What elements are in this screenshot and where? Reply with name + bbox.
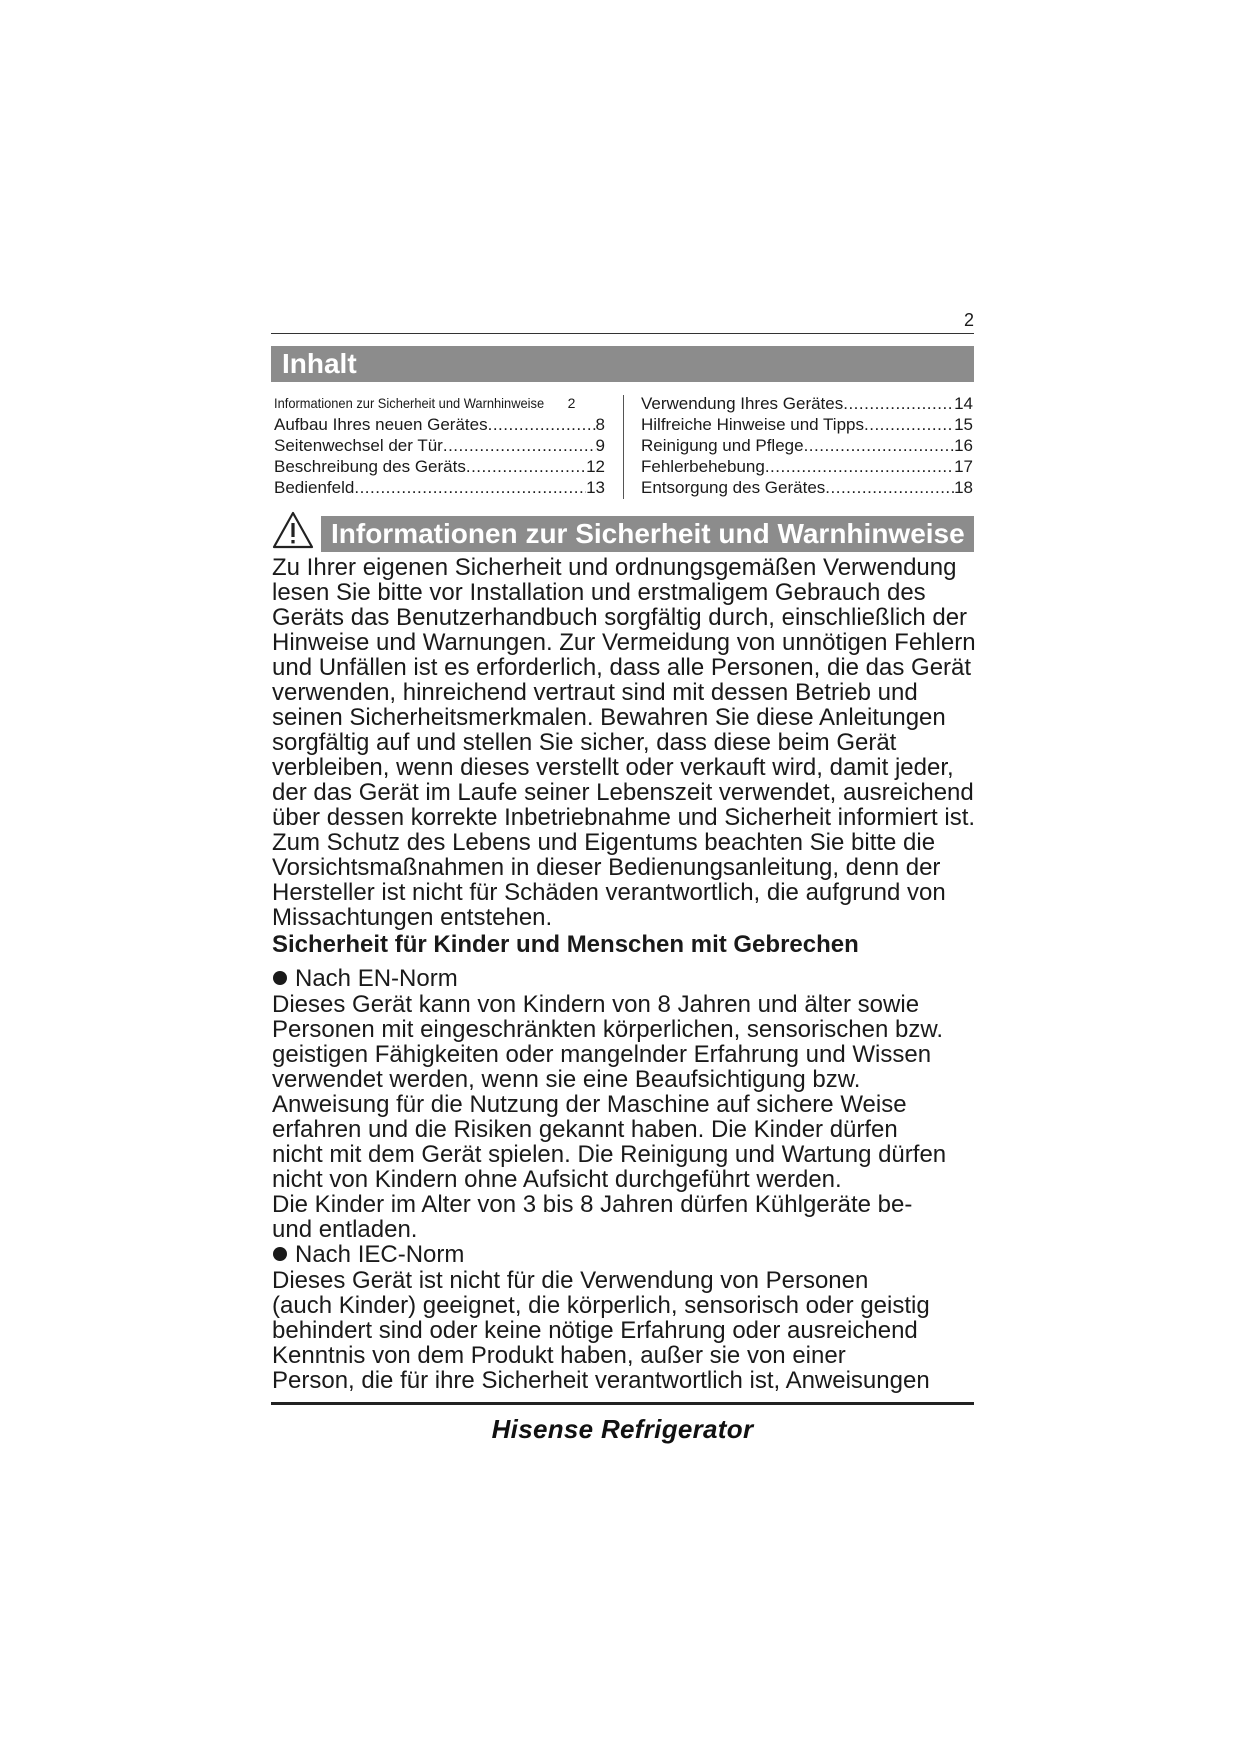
children-safety-heading: Sicherheit für Kinder und Menschen mit Gebrechen: [272, 931, 859, 958]
toc-right-column: [641, 393, 973, 498]
toc-entry-title: Informationen zur Sicherheit und Warnhinweise: [274, 395, 545, 411]
bottom-rule: [271, 1402, 974, 1405]
text-line: Hersteller ist nicht für Schäden verantwortlich, die aufgrund von: [272, 879, 946, 906]
top-rule: [271, 333, 974, 334]
text-line: erfahren und die Risiken gekannt haben. Die Kinder dürfen: [272, 1116, 898, 1143]
toc-leader: [825, 477, 954, 498]
contents-heading: Inhalt: [271, 346, 974, 382]
toc-entry-page: 8: [595, 415, 605, 434]
toc-entry[interactable]: [274, 393, 605, 414]
brand-footer: Hisense Refrigerator: [491, 1414, 754, 1444]
text-line: Missachtungen entstehen.: [272, 904, 553, 931]
toc-entry-page: 12: [586, 457, 605, 476]
toc-leader: [843, 393, 954, 414]
toc-entry[interactable]: [274, 477, 605, 498]
toc-left-column: [274, 393, 605, 498]
toc-entry-title: Verwendung Ihres Gerätes: [641, 394, 844, 413]
iec-norm-bullet: [273, 1242, 464, 1268]
toc-entry[interactable]: [274, 414, 605, 435]
toc-entry-title: Beschreibung des Geräts: [274, 457, 466, 476]
iec-norm-paragraph: [272, 1268, 975, 1393]
toc-leader: [466, 456, 586, 477]
safety-intro-paragraph: [272, 555, 975, 930]
toc-entry[interactable]: [274, 435, 605, 456]
toc-entry[interactable]: [641, 456, 973, 477]
page-number: 2: [963, 310, 974, 330]
toc-leader: [765, 456, 954, 477]
text-line: Zu Ihrer eigenen Sicherheit und ordnungsgemäßen Verwendung: [272, 554, 957, 581]
text-line: Zum Schutz des Lebens und Eigentums beachten Sie bitte die: [272, 829, 936, 856]
toc-entry-title: Bedienfeld: [274, 478, 355, 497]
bullet-dot-icon: [273, 1247, 287, 1261]
text-line: verbleiben, wenn dieses verstellt oder verkauft wird, damit jeder,: [272, 754, 954, 781]
toc-entry-page: 2: [567, 395, 576, 411]
text-line: Kenntnis von dem Produkt haben, außer sie von einer: [272, 1342, 846, 1369]
text-line: behindert sind oder keine nötige Erfahrung oder ausreichend: [272, 1317, 918, 1344]
text-line: nicht von Kindern ohne Aufsicht durchgeführt werden.: [272, 1166, 842, 1193]
text-line: und entladen.: [272, 1216, 418, 1243]
toc-entry-page: 18: [954, 478, 973, 497]
toc-entry-page: 14: [954, 394, 973, 413]
text-line: sorgfältig auf und stellen Sie sicher, dass diese beim Gerät: [272, 729, 897, 756]
text-line: Person, die für ihre Sicherheit verantwortlich ist, Anweisungen: [272, 1367, 930, 1394]
toc-leader: [354, 477, 586, 498]
toc-leader: [488, 414, 596, 435]
toc-leader: [804, 435, 955, 456]
text-line: Die Kinder im Alter von 3 bis 8 Jahren dürfen Kühlgeräte be-: [272, 1191, 913, 1218]
toc-column-divider: [623, 395, 624, 499]
text-line: über dessen korrekte Inbetriebnahme und Sicherheit informiert ist.: [272, 804, 976, 831]
text-line: der das Gerät im Laufe seiner Lebenszeit verwendet, ausreichend: [272, 779, 974, 806]
toc-entry[interactable]: [641, 414, 973, 435]
text-line: Hinweise und Warnungen. Zur Vermeidung von unnötigen Fehlern: [272, 629, 976, 656]
text-line: (auch Kinder) geeignet, die körperlich, sensorisch oder geistig: [272, 1292, 930, 1319]
text-line: geistigen Fähigkeiten oder mangelnder Erfahrung und Wissen: [272, 1041, 932, 1068]
toc-entry-page: 13: [586, 478, 605, 497]
toc-entry-title: Seitenwechsel der Tür: [274, 436, 443, 455]
toc-entry[interactable]: [274, 456, 605, 477]
text-line: Geräts das Benutzerhandbuch sorgfältig durch, einschließlich der: [272, 604, 968, 631]
toc-entry-page: 9: [595, 436, 605, 455]
toc-entry-title: Fehlerbehebung: [641, 457, 765, 476]
toc-entry-page: 15: [954, 415, 973, 434]
toc-entry-page: 17: [954, 457, 973, 476]
iec-norm-label: Nach IEC-Norm: [295, 1241, 465, 1268]
safety-section-heading: Informationen zur Sicherheit und Warnhinweise: [321, 516, 974, 552]
toc-entry-title: Reinigung und Pflege: [641, 436, 804, 455]
text-line: und Unfällen ist es erforderlich, dass alle Personen, die das Gerät: [272, 654, 972, 681]
toc-leader: [864, 414, 954, 435]
en-norm-label: Nach EN-Norm: [295, 965, 458, 992]
text-line: verwenden, hinreichend vertraut sind mit dessen Betrieb und: [272, 679, 918, 706]
text-line: Vorsichtsmaßnahmen in dieser Bedienungsanleitung, denn der: [272, 854, 941, 881]
text-line: Anweisung für die Nutzung der Maschine auf sichere Weise: [272, 1091, 907, 1118]
toc-entry[interactable]: [641, 477, 973, 498]
text-line: verwendet werden, wenn sie eine Beaufsichtigung bzw.: [272, 1066, 861, 1093]
toc-entry-title: Hilfreiche Hinweise und Tipps: [641, 415, 864, 434]
toc-entry-title: Aufbau Ihres neuen Gerätes: [274, 415, 488, 434]
toc-entry[interactable]: [641, 435, 973, 456]
text-line: lesen Sie bitte vor Installation und erstmaligem Gebrauch des: [272, 579, 926, 606]
en-norm-paragraph: [272, 992, 975, 1242]
text-line: seinen Sicherheitsmerkmalen. Bewahren Sie diese Anleitungen: [272, 704, 946, 731]
warning-triangle-icon: [271, 510, 315, 550]
en-norm-bullet: [273, 966, 458, 992]
toc-entry-title: Entsorgung des Gerätes: [641, 478, 826, 497]
toc-entry-page: 16: [954, 436, 973, 455]
bullet-dot-icon: [273, 971, 287, 985]
toc-entry[interactable]: [641, 393, 973, 414]
text-line: nicht mit dem Gerät spielen. Die Reinigung und Wartung dürfen: [272, 1141, 947, 1168]
toc-leader: [443, 435, 596, 456]
text-line: Dieses Gerät kann von Kindern von 8 Jahren und älter sowie: [272, 991, 920, 1018]
text-line: Dieses Gerät ist nicht für die Verwendung von Personen: [272, 1267, 869, 1294]
text-line: Personen mit eingeschränkten körperlichen, sensorischen bzw.: [272, 1016, 944, 1043]
